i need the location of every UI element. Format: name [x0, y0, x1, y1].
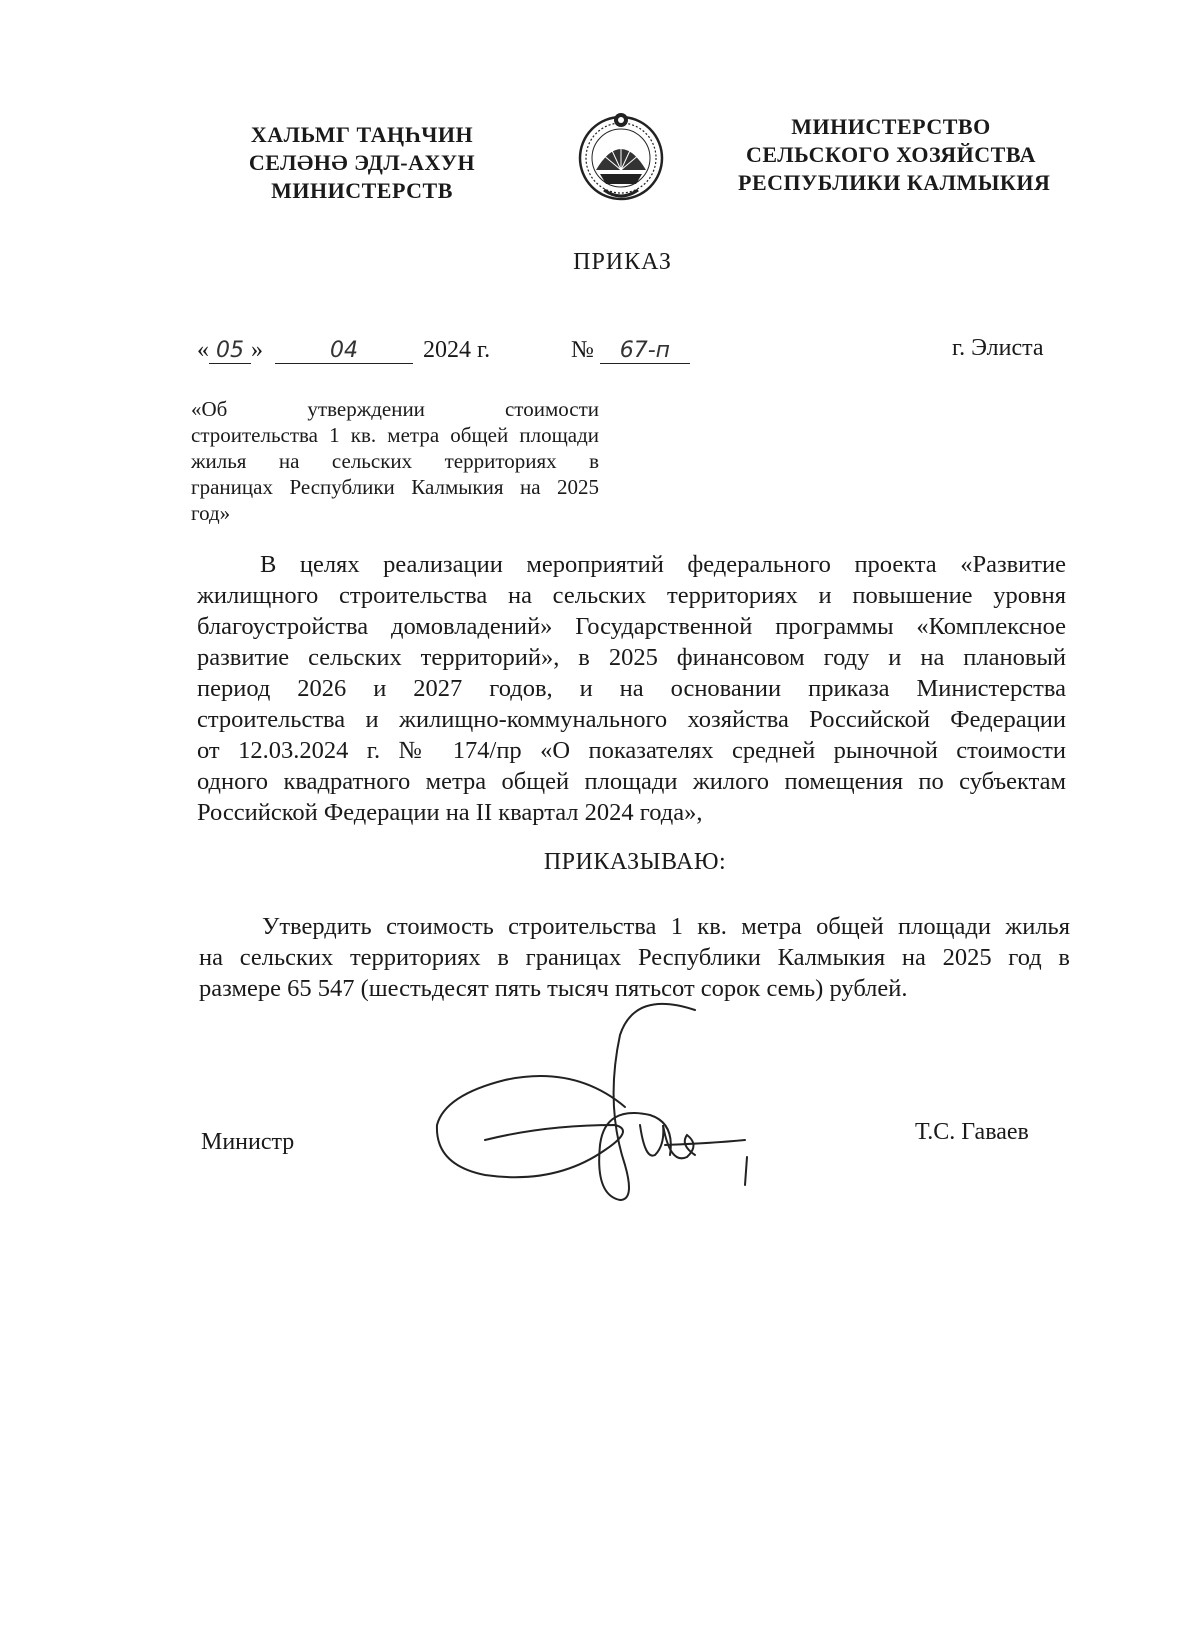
subject-line-4: границах Республики Калмыкия на 2025: [191, 475, 599, 499]
header-right: [738, 113, 1051, 197]
preamble-line-5: период 2026 и 2027 годов, и на основании приказа Министерства: [197, 675, 1066, 702]
header-left: [228, 121, 496, 205]
date-month: 04: [275, 339, 413, 364]
subject-block: [191, 396, 599, 526]
subject-line-2: строительства 1 кв. метра общей площади: [191, 423, 599, 447]
preamble-line-7: от 12.03.2024 г. № 174/пр «О показателях средней рыночной стоимости: [197, 737, 1066, 764]
number-value: 67-п: [600, 339, 690, 364]
city: г. Элиста: [952, 335, 1044, 361]
preamble-line-1: В целях реализации мероприятий федерального проекта «Развитие: [260, 551, 1066, 578]
date-day: 05: [209, 339, 251, 364]
preamble-line-4: развитие сельских территорий», в 2025 финансовом году и на плановый: [197, 644, 1066, 671]
date-year: 2024 г.: [423, 337, 491, 363]
header-left-line-2: СЕЛӘНӘ ЭДЛ-АХУН: [248, 150, 476, 175]
order-heading: ПРИКАЗЫВАЮ:: [543, 849, 727, 875]
signatory-name: Т.С. Гаваев: [915, 1119, 1029, 1145]
preamble-line-8: одного квадратного метра общей площади жилого помещения по субъектам: [197, 768, 1066, 795]
document-type-title: ПРИКАЗ: [573, 249, 672, 275]
subject-line-1: «Об утверждении стоимости: [191, 397, 599, 421]
signatory-position: Министр: [201, 1129, 295, 1155]
order-line-2: на сельских территориях в границах Республики Калмыкия на 2025 год в: [199, 944, 1070, 971]
header-left-line-3: МИНИСТЕРСТВ: [271, 178, 453, 203]
date-open-quote: «: [197, 337, 209, 363]
preamble-line-2: жилищного строительства на сельских территориях и повышение уровня: [197, 582, 1066, 609]
preamble-paragraph: [197, 549, 1066, 828]
header-right-line-2: СЕЛЬСКОГО ХОЗЯЙСТВА: [745, 142, 1037, 167]
subject-line-3: жилья на сельских территориях в: [191, 449, 599, 473]
number-label: №: [571, 337, 594, 363]
date-field: [197, 337, 490, 364]
number-field: [571, 337, 690, 364]
preamble-line-9: Российской Федерации на II квартал 2024 года»,: [197, 799, 703, 826]
subject-line-5: год»: [191, 501, 231, 525]
header-right-line-1: МИНИСТЕРСТВО: [791, 114, 991, 139]
order-paragraph: [199, 911, 1070, 1004]
header-left-line-1: ХАЛЬМГ ТАҢҺЧИН: [250, 122, 474, 147]
order-line-1: Утвердить стоимость строительства 1 кв. метра общей площади жилья: [262, 913, 1070, 940]
preamble-line-3: благоустройства домовладений» Государственной программы «Комплексное: [197, 613, 1066, 640]
order-line-3: размере 65 547 (шестьдесят пять тысяч пятьсот сорок семь) рублей.: [199, 975, 908, 1002]
handwritten-signature: [425, 995, 765, 1215]
coat-of-arms-icon: [576, 108, 666, 204]
preamble-line-6: строительства и жилищно-коммунального хозяйства Российской Федерации: [197, 706, 1066, 733]
date-close-quote: »: [251, 337, 263, 363]
header-right-line-3: РЕСПУБЛИКИ КАЛМЫКИЯ: [738, 170, 1051, 195]
